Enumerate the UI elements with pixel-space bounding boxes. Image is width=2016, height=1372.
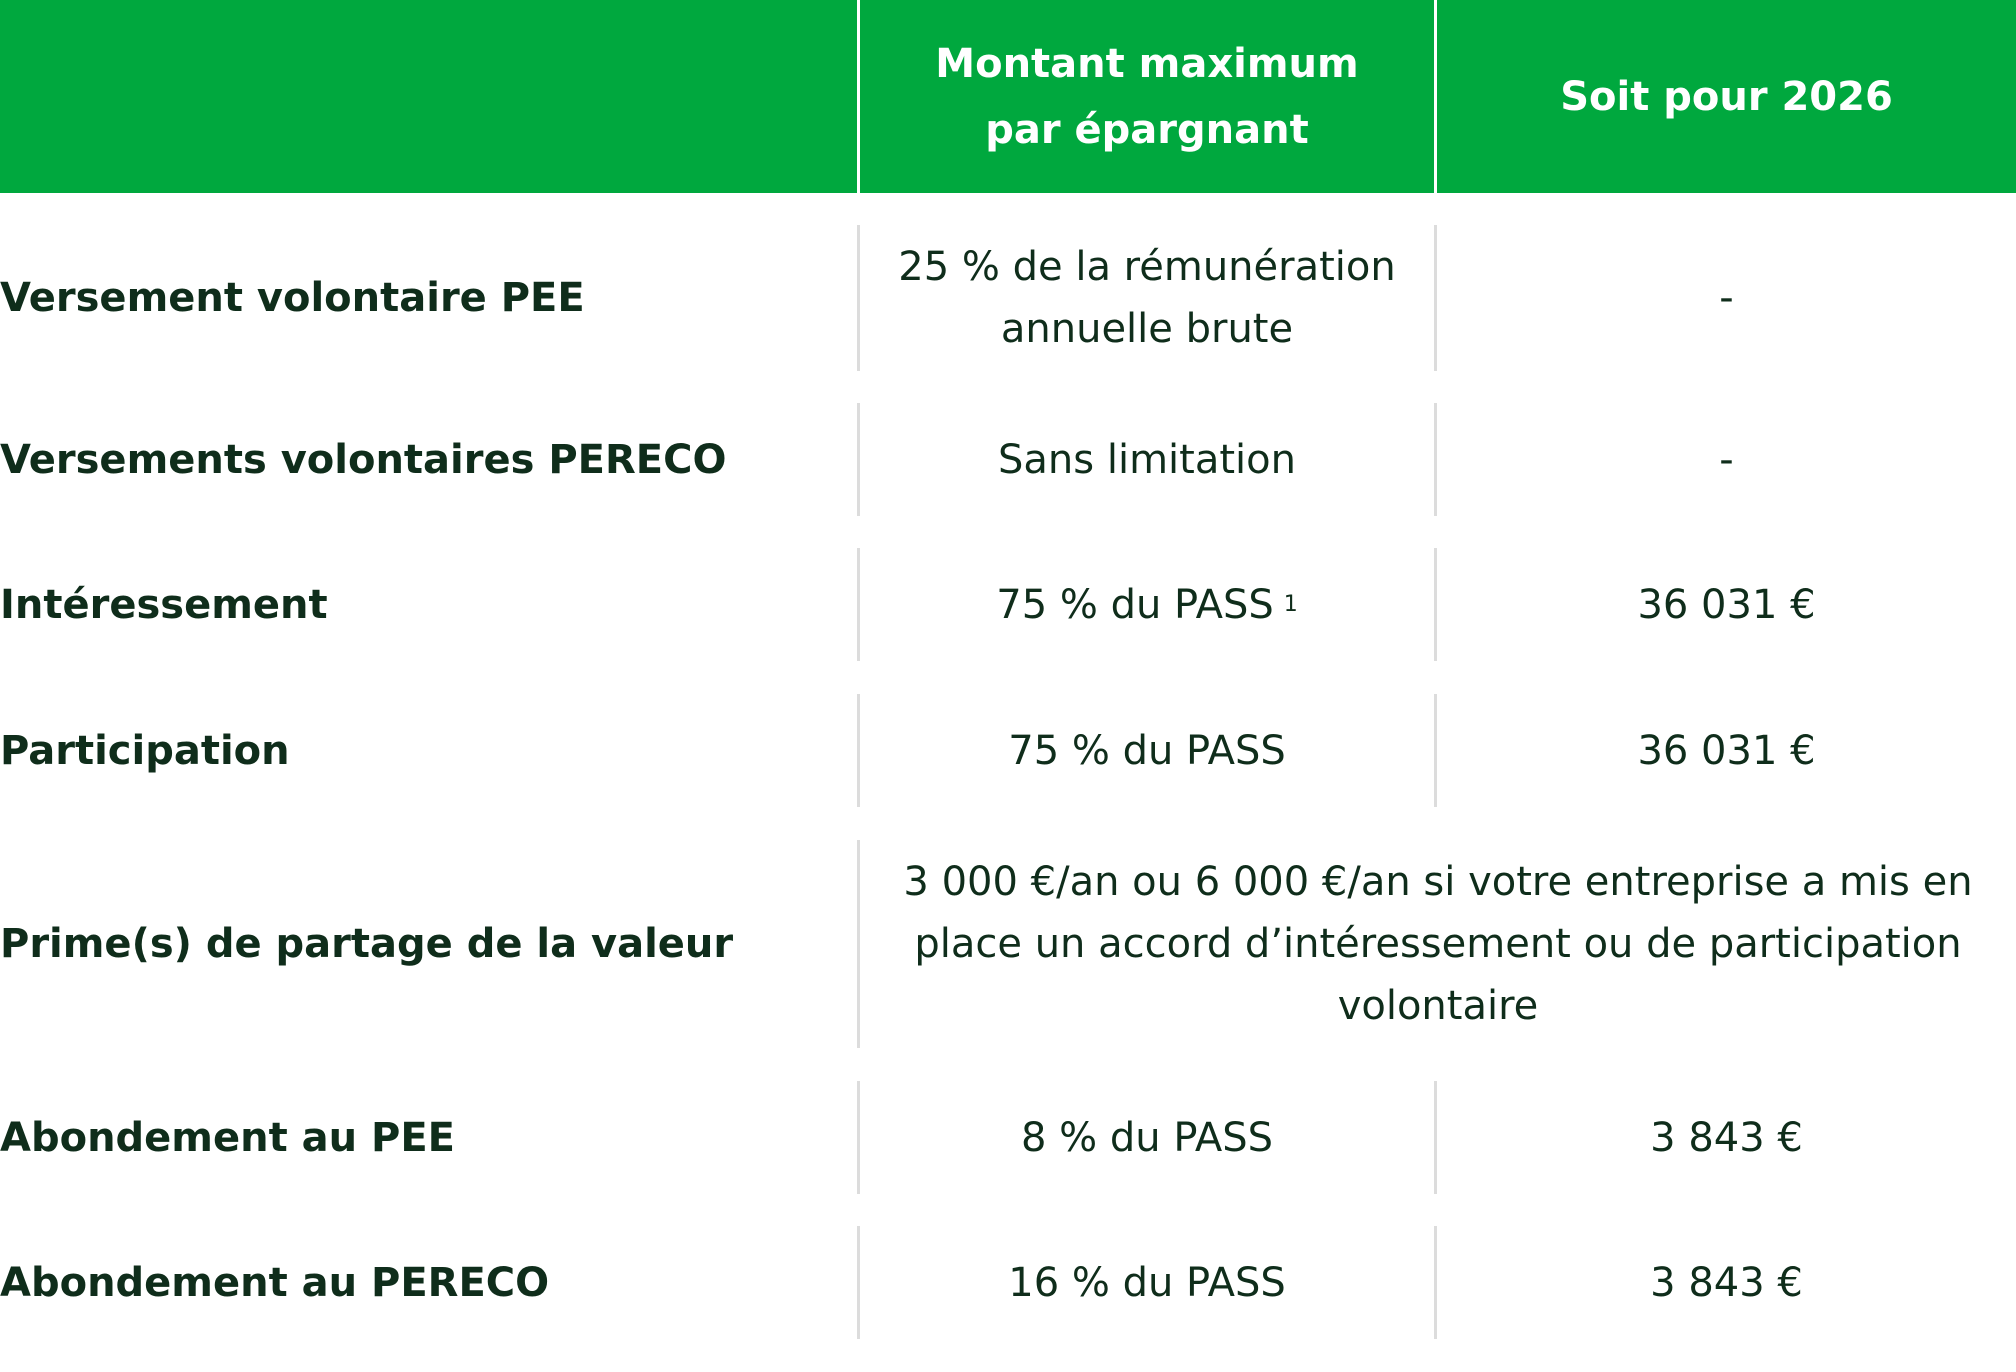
row-max-amount: Sans limitation [998,436,1296,483]
row-max-amount: 25 % de la rémunération annuelle brute [898,244,1396,352]
table-row [0,1081,2016,1194]
row-label: Prime(s) de partage de la valeur [0,921,734,967]
table-row [0,1226,2016,1339]
header-year-2026: Soit pour 2026 [1437,0,2016,193]
table-row [0,840,2016,1048]
row-value-2026: - [1719,275,1734,321]
row-value-2026: 36 031 € [1637,581,1816,628]
row-max-amount: 8 % du PASS [1020,1114,1274,1161]
row-label: Intéressement [0,581,328,628]
row-label: Abondement au PERECO [0,1259,550,1306]
row-label: Participation [0,727,290,774]
row-max-amount: 75 % du PASS [1008,727,1286,774]
row-label: Abondement au PEE [0,1114,455,1161]
row-value-2026: 3 843 € [1650,1114,1803,1161]
row-value-2026: - [1719,436,1734,483]
table-row [0,225,2016,371]
table-row [0,403,2016,516]
table-row [0,694,2016,807]
header-max-amount: Montant maximum par épargnant [860,0,1434,193]
table-row [0,548,2016,661]
row-max-amount: 75 % du PASS 1 [860,548,1434,661]
row-max-amount-text: 75 % du PASS [996,581,1274,628]
row-value-2026: 3 843 € [1650,1259,1803,1306]
header-empty-cell [0,0,857,193]
table-header [0,0,2016,193]
row-max-amount: 16 % du PASS [1008,1259,1286,1306]
row-label: Versement volontaire PEE [0,275,585,321]
row-max-amount-merged: 3 000 €/an ou 6 000 €/an si votre entreprise a mis en place un accord d’intéressement ou de participation volontaire [903,859,1973,1029]
row-value-2026: 36 031 € [1637,727,1816,774]
row-label: Versements volontaires PERECO [0,436,727,483]
